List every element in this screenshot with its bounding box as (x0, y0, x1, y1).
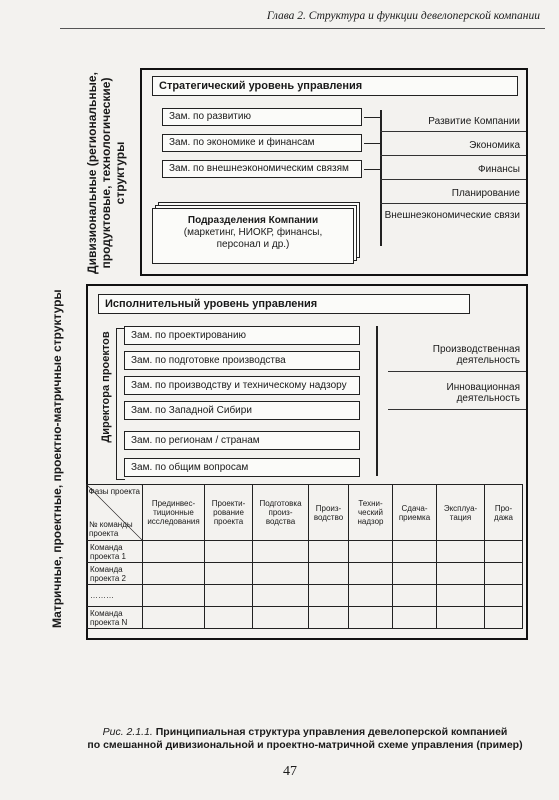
deputy-design: Зам. по проектированию (124, 326, 360, 345)
table-corner-cell (87, 485, 143, 541)
figure-caption (60, 726, 550, 752)
phase-header: Техни-ческий надзор (349, 485, 393, 541)
deputy-foreign-relations: Зам. по внешнеэкономическим связям (162, 160, 362, 178)
caption-line-2: по смешанной дивизиональной и проектно-матричной схеме управления (пример) (87, 739, 523, 751)
subdivisions-title: Подразделения Компании (187, 215, 319, 226)
function-finance: Финансы (380, 164, 526, 180)
matrix-divider (376, 326, 378, 476)
subdivisions-box (152, 208, 354, 264)
team-label: Команда проекта N (87, 607, 143, 629)
function-planning: Планирование (380, 188, 526, 204)
team-label: Команда проекта 1 (87, 541, 143, 563)
subdivisions-line-2: (маркетинг, НИОКР, финансы, (183, 227, 323, 238)
page-header: Глава 2. Структура и функции девелоперской компании (266, 10, 540, 22)
matrix-side-label: Матричные, проектные, проектно-матричные структуры (50, 289, 64, 628)
header-rule (60, 28, 545, 29)
divisional-frame (140, 68, 528, 276)
caption-line-1: Принципиальная структура управления девелоперской компанией (155, 726, 508, 738)
connector-line (364, 117, 380, 118)
table-row (87, 541, 523, 563)
deputy-development: Зам. по развитию (162, 108, 362, 126)
table-row (87, 563, 523, 585)
deputy-west-siberia: Зам. по Западной Сибири (124, 401, 360, 420)
deputy-economics: Зам. по экономике и финансам (162, 134, 362, 152)
function-foreign-relations: Внешнеэкономические связи (384, 210, 520, 221)
deputy-general: Зам. по общим вопросам (124, 458, 360, 477)
deputy-production-supervision: Зам. по производству и техническому надзору (124, 376, 360, 395)
page-number: 47 (283, 764, 297, 779)
phase-header: Подготовка произ-водства (253, 485, 309, 541)
phase-header: Прединвес-тиционные исследования (143, 485, 205, 541)
deputy-production-prep: Зам. по подготовке производства (124, 351, 360, 370)
subdivisions-text (153, 215, 353, 251)
team-label: ……… (87, 585, 143, 607)
connector-line (364, 169, 380, 170)
phase-header: Про-дажа (485, 485, 523, 541)
subdivisions-line-3: персонал и др.) (216, 239, 290, 250)
deputy-regions: Зам. по регионам / странам (124, 431, 360, 450)
divisional-label-line-2: продуктовые, технологические) (99, 77, 113, 269)
phase-header: Сдача-приемка (393, 485, 437, 541)
matrix-frame (86, 284, 528, 640)
table-row (87, 585, 523, 607)
table-row (87, 607, 523, 629)
divisional-side-label (85, 53, 129, 293)
phase-header: Эксплуа-тация (437, 485, 485, 541)
function-production: Производственная деятельность (388, 344, 526, 372)
divisional-label-line-3: структуры (113, 141, 127, 205)
directors-label: Директора проектов (100, 331, 112, 443)
caption-label: Рис. 2.1.1. (102, 726, 153, 738)
corner-team-label: № команды проекта (89, 520, 133, 538)
function-economics: Экономика (380, 140, 526, 156)
corner-phases-label: Фазы проекта (88, 487, 140, 496)
phase-header: Проекти-рование проекта (205, 485, 253, 541)
function-innovation: Инновационная деятельность (388, 382, 526, 410)
connector-line (364, 143, 380, 144)
phase-header: Произ-водство (309, 485, 349, 541)
executive-level-title: Исполнительный уровень управления (98, 294, 470, 314)
table-header-row (87, 485, 523, 541)
team-label: Команда проекта 2 (87, 563, 143, 585)
project-phases-table (86, 484, 523, 629)
function-development: Развитие Компании (380, 116, 526, 132)
divisional-label-line-1: Дивизиональные (региональные, (85, 72, 99, 274)
strategic-level-title: Стратегический уровень управления (152, 76, 518, 96)
